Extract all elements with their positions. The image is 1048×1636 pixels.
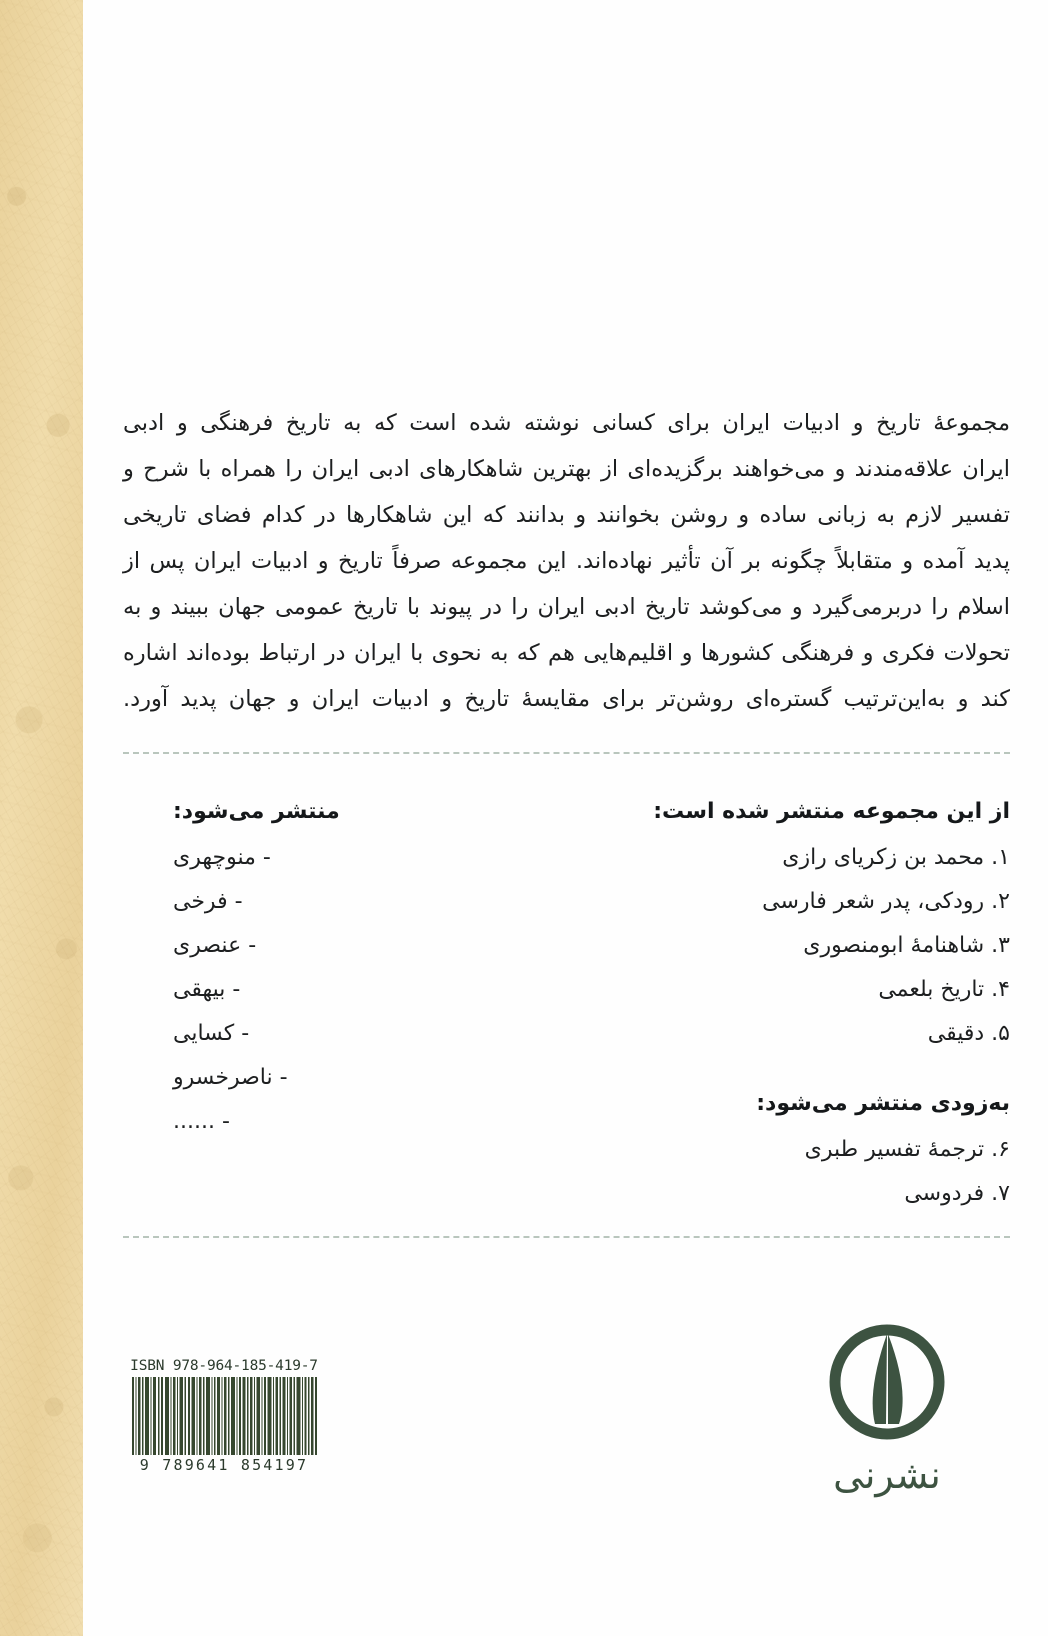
- publisher-name: نشرنی: [833, 1453, 941, 1497]
- published-heading: از این مجموعه منتشر شده است:: [653, 799, 1010, 824]
- intro-line: کند و به‌این‌ترتیب گستره‌ای روشن‌تر برای مقایسهٔ تاریخ و ادبیات ایران و جهان پدید آورد.: [123, 686, 1010, 712]
- intro-line: تحولات فکری و فرهنگی کشورها و اقلیم‌هایی هم که به نحوی با ایران در ارتباط بوده‌اند اشاره: [123, 640, 1010, 666]
- publisher-block: [802, 1320, 972, 1498]
- forthcoming-heading: منتشر می‌شود:: [173, 799, 340, 824]
- forthcoming-soon-heading: به‌زودی منتشر می‌شود:: [756, 1091, 1010, 1116]
- list-item: ۲. رودکی، پدر شعر فارسی: [762, 889, 1010, 914]
- spine-texture: [0, 0, 83, 1636]
- list-item: ۴. تاریخ بلعمی: [878, 977, 1010, 1002]
- published-column: [650, 790, 1010, 1216]
- page-surface: [83, 0, 1048, 1636]
- list-item: ۱. محمد بن زکریای رازی: [782, 845, 1010, 870]
- list-item: - کسایی: [173, 1021, 250, 1046]
- list-item: ۵. دقیقی: [927, 1021, 1010, 1046]
- divider-top: [123, 752, 1010, 754]
- list-item: - ناصرخسرو: [173, 1065, 288, 1090]
- list-item: - فرخی: [173, 889, 243, 914]
- list-item: - منوچهری: [173, 845, 271, 870]
- series-lists: [123, 790, 1010, 1210]
- forthcoming-column: [173, 790, 473, 1144]
- isbn-label: ISBN 978-964-185-419-7: [130, 1358, 318, 1374]
- spine-strip: [0, 0, 83, 1636]
- barcode-icon: [132, 1377, 317, 1455]
- leaf-in-circle-icon: [825, 1320, 949, 1444]
- list-item: - ......: [173, 1109, 230, 1134]
- intro-line: پدید آمده و متقابلاً چگونه بر آن تأثیر نهاده‌اند. این مجموعه صرفاً تاریخ و ادبیات ایران پس از: [123, 548, 1010, 574]
- list-item: - عنصری: [173, 933, 257, 958]
- list-item: ۷. فردوسی: [904, 1181, 1010, 1206]
- isbn-barcode-block: [119, 1358, 329, 1474]
- intro-line: اسلام را دربرمی‌گیرد و می‌کوشد تاریخ ادبی ایران را در پیوند با تاریخ عمومی جهان ببیند و به: [123, 594, 1010, 620]
- list-item: ۳. شاهنامهٔ ابومنصوری: [803, 933, 1010, 958]
- intro-line: ایران علاقه‌مندند و می‌خواهند برگزیده‌ای از بهترین شاهکارهای ادبی ایران را همراه با شرح و: [123, 456, 1010, 482]
- intro-paragraph: [123, 400, 1010, 722]
- list-item: - بیهقی: [173, 977, 241, 1002]
- barcode-digits: 9 789641 854197: [139, 1456, 309, 1474]
- divider-bottom: [123, 1236, 1010, 1238]
- intro-line: مجموعهٔ تاریخ و ادبیات ایران برای کسانی نوشته شده است که به تاریخ فرهنگی و ادبی: [123, 410, 1010, 436]
- intro-line: تفسیر لازم به زبانی ساده و روشن بخوانند و بدانند که این شاهکارها در کدام فضای تاریخی: [123, 502, 1010, 528]
- list-item: ۶. ترجمهٔ تفسیر طبری: [804, 1137, 1010, 1162]
